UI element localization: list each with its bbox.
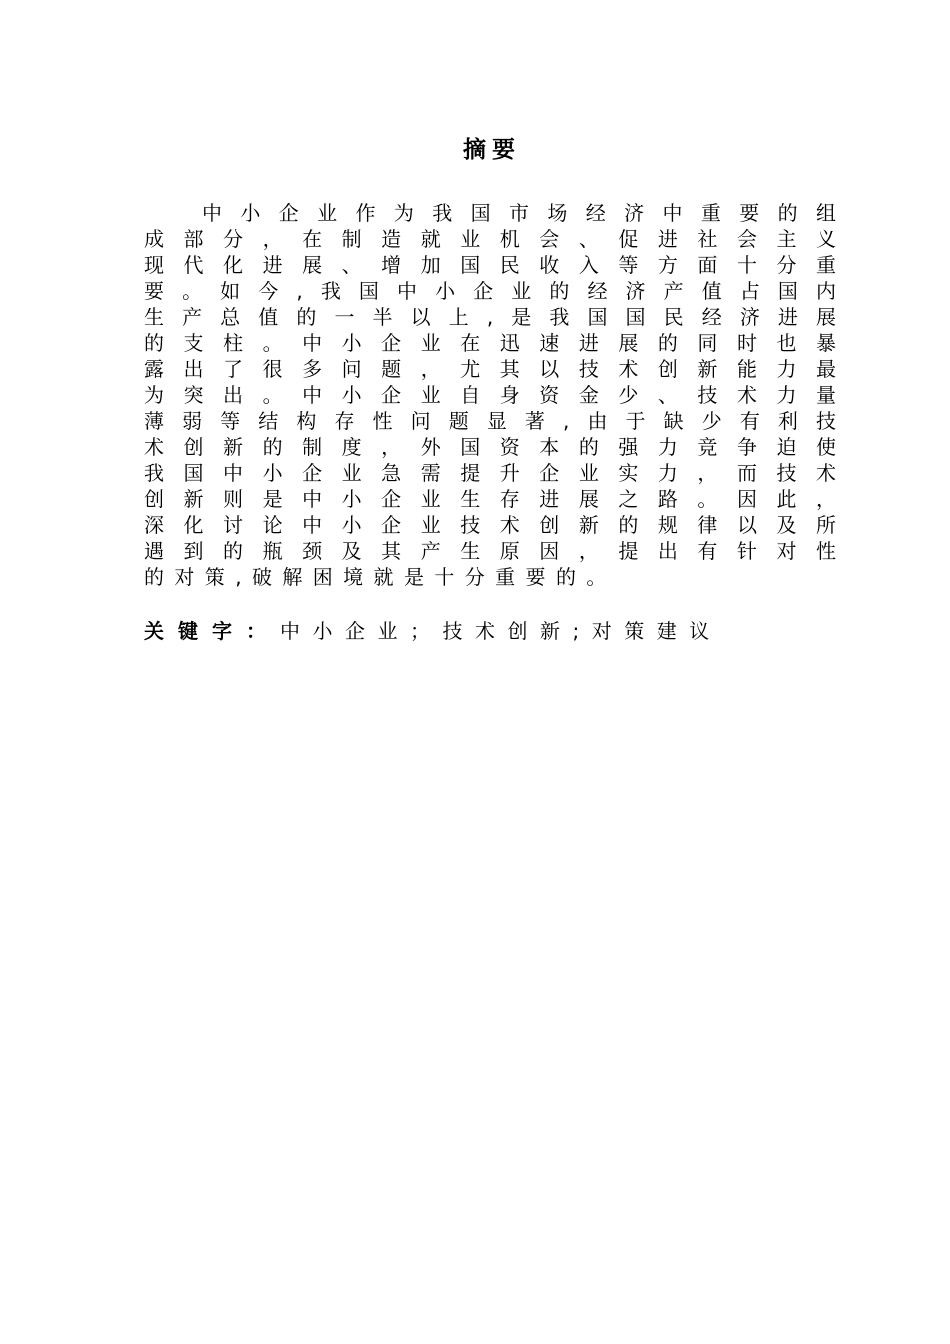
abstract-line: 术创新的制度，外国资本的强力竞争迫使 — [144, 435, 836, 459]
abstract-line: 创新则是中小企业生存进展之路。因此， — [144, 487, 836, 511]
keywords-label: 关键字： — [144, 619, 280, 643]
abstract-line: 的对策,破解困境就是十分重要的。 — [144, 565, 617, 589]
abstract-line: 的支柱。中小企业在迅速进展的同时也暴 — [144, 331, 836, 355]
abstract-line: 中小企业作为我国市场经济中重要的组 — [202, 201, 836, 225]
abstract-body — [144, 200, 836, 590]
abstract-line: 成部分，在制造就业机会、促进社会主义 — [144, 227, 836, 251]
keywords-row — [144, 617, 722, 645]
abstract-line: 深化讨论中小企业技术创新的规律以及所 — [144, 513, 836, 537]
abstract-line: 薄弱等结构存性问题显著,由于缺少有利技 — [144, 409, 836, 433]
abstract-line: 我国中小企业急需提升企业实力，而技术 — [144, 461, 836, 485]
abstract-line: 现代化进展、增加国民收入等方面十分重 — [144, 253, 836, 277]
abstract-line: 遇到的瓶颈及其产生原因，提出有针对性 — [144, 539, 836, 563]
keywords-value: 中小企业；技术创新;对策建议 — [280, 619, 722, 643]
abstract-line: 露出了很多问题，尤其以技术创新能力最 — [144, 357, 836, 381]
abstract-line: 为突出。中小企业自身资金少、技术力量 — [144, 383, 836, 407]
abstract-line: 生产总值的一半以上,是我国国民经济进展 — [144, 305, 836, 329]
abstract-title: 摘要 — [463, 137, 521, 163]
abstract-line: 要。如今,我国中小企业的经济产值占国内 — [144, 279, 836, 303]
